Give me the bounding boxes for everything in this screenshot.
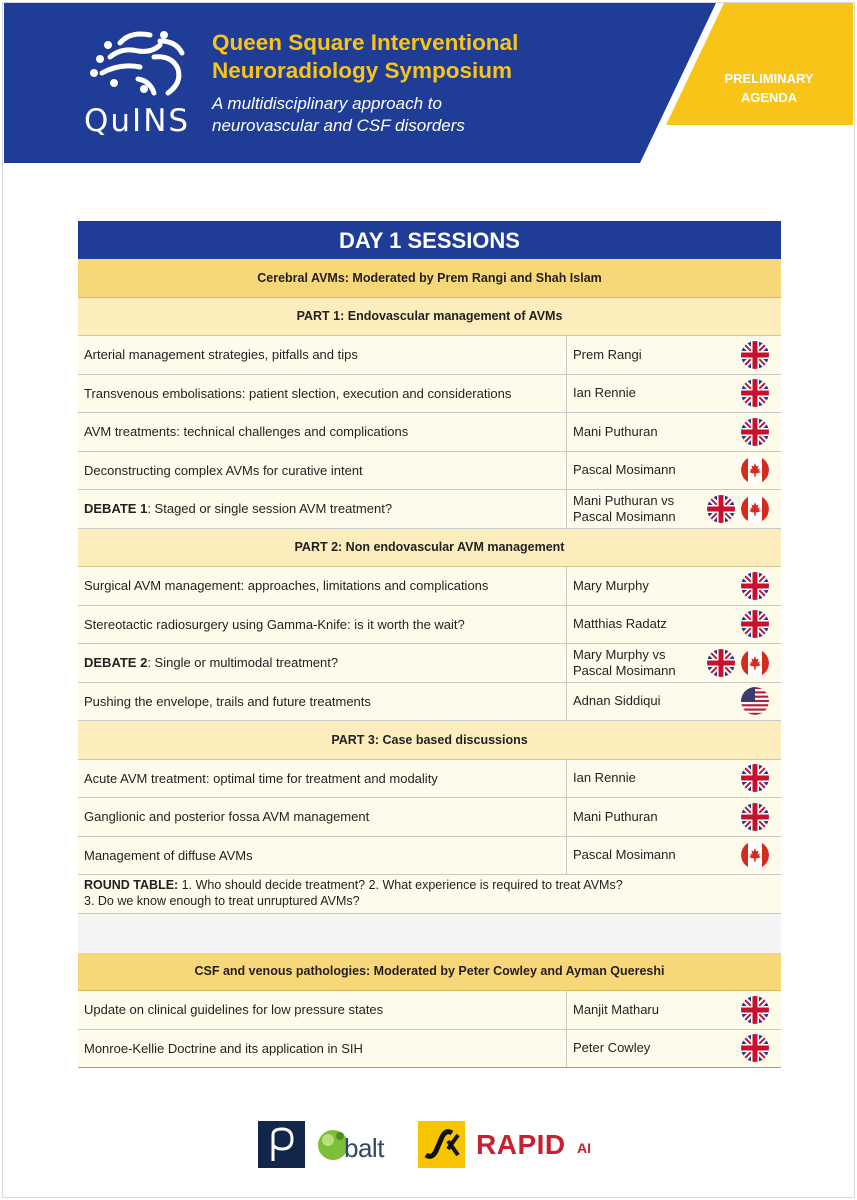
speaker-line-1: Mary Murphy vs bbox=[573, 646, 666, 662]
part-2-header: PART 2: Non endovascular AVM management bbox=[78, 529, 781, 568]
sk-logo bbox=[418, 1121, 465, 1168]
round-table-line-2: 3. Do we know enough to treat unruptured AVMs? bbox=[84, 893, 360, 908]
badge-line-2: AGENDA bbox=[740, 90, 798, 105]
uk-flag-icon bbox=[741, 1034, 769, 1062]
debate-title bbox=[78, 644, 567, 682]
table-row bbox=[78, 1030, 781, 1069]
speaker-name: Mary Murphy bbox=[573, 577, 649, 593]
badge-line-1: PRELIMINARY bbox=[724, 71, 814, 86]
speaker-cell bbox=[567, 1030, 781, 1068]
table-row bbox=[78, 606, 781, 645]
title-line-1: Queen Square Interventional bbox=[212, 30, 519, 55]
speaker-cell bbox=[567, 837, 781, 875]
speaker-name: Peter Cowley bbox=[573, 1040, 651, 1056]
section-spacer bbox=[78, 914, 781, 953]
usa-flag-icon bbox=[741, 687, 769, 715]
uk-flag-icon bbox=[741, 996, 769, 1024]
header-banner bbox=[4, 3, 853, 163]
talk-title: Stereotactic radiosurgery using Gamma-Knife: is it worth the wait? bbox=[78, 606, 567, 644]
talk-title: Monroe-Kellie Doctrine and its application in SIH bbox=[78, 1030, 567, 1068]
speaker-cell bbox=[567, 760, 781, 798]
talk-title: Ganglionic and posterior fossa AVM management bbox=[78, 798, 567, 836]
speaker-line-2: Pascal Mosimann bbox=[573, 662, 676, 678]
penumbra-p-icon bbox=[258, 1121, 305, 1168]
speaker-name: Adnan Siddiqui bbox=[573, 693, 661, 709]
uk-flag-icon bbox=[707, 649, 735, 677]
uk-flag-icon bbox=[741, 803, 769, 831]
speaker-name: Ian Rennie bbox=[573, 770, 636, 786]
part-1-header: PART 1: Endovascular management of AVMs bbox=[78, 298, 781, 337]
rapid-ai-suffix: AI bbox=[577, 1140, 591, 1156]
talk-title: Deconstructing complex AVMs for curative intent bbox=[78, 452, 567, 490]
session-header-avms: Cerebral AVMs: Moderated by Prem Rangi and Shah Islam bbox=[78, 259, 781, 298]
title-line-2: Neuroradiology Symposium bbox=[212, 58, 513, 83]
sk-mark-icon bbox=[418, 1121, 465, 1168]
talk-title: Pushing the envelope, trails and future treatments bbox=[78, 683, 567, 721]
subtitle-line-2: neurovascular and CSF disorders bbox=[212, 116, 465, 135]
speaker-cell bbox=[567, 375, 781, 413]
speaker-name: Manjit Matharu bbox=[573, 1001, 659, 1017]
table-row bbox=[78, 760, 781, 799]
talk-title: Acute AVM treatment: optimal time for treatment and modality bbox=[78, 760, 567, 798]
table-row bbox=[78, 336, 781, 375]
round-table-row bbox=[78, 875, 781, 914]
canada-flag-icon bbox=[741, 649, 769, 677]
quins-logo bbox=[80, 23, 208, 139]
part-3-header: PART 3: Case based discussions bbox=[78, 721, 781, 760]
rapid-ai-logo-text: RAPID bbox=[476, 1129, 566, 1160]
speaker-name: Pascal Mosimann bbox=[573, 462, 676, 478]
canada-flag-icon bbox=[741, 841, 769, 869]
speaker-name: Mani Puthuran bbox=[573, 808, 658, 824]
speaker-cell bbox=[567, 336, 781, 374]
symposium-title bbox=[212, 29, 632, 137]
round-table-label: ROUND TABLE: bbox=[84, 878, 179, 892]
table-row bbox=[78, 683, 781, 722]
speaker-cell bbox=[567, 798, 781, 836]
uk-flag-icon bbox=[741, 610, 769, 638]
debate-row bbox=[78, 644, 781, 683]
speaker-name: Ian Rennie bbox=[573, 385, 636, 401]
speaker-name: Pascal Mosimann bbox=[573, 847, 676, 863]
table-row bbox=[78, 375, 781, 414]
speaker-cell bbox=[567, 490, 781, 528]
uk-flag-icon bbox=[741, 341, 769, 369]
uk-flag-icon bbox=[741, 572, 769, 600]
round-table-line-1: 1. Who should decide treatment? 2. What experience is required to treat AVMs? bbox=[178, 878, 623, 892]
brain-circuit-icon bbox=[80, 23, 208, 103]
talk-title: Arterial management strategies, pitfalls and tips bbox=[78, 336, 567, 374]
cobalt-text: balt bbox=[344, 1133, 384, 1163]
speaker-names bbox=[573, 493, 676, 525]
cobalt-logo bbox=[316, 1126, 412, 1166]
debate-row bbox=[78, 490, 781, 529]
uk-flag-icon bbox=[741, 379, 769, 407]
canada-flag-icon bbox=[741, 495, 769, 523]
preliminary-agenda-badge bbox=[704, 69, 834, 107]
debate-text: : Staged or single session AVM treatment? bbox=[147, 501, 393, 517]
speaker-line-2: Pascal Mosimann bbox=[573, 508, 676, 524]
talk-title: AVM treatments: technical challenges and complications bbox=[78, 413, 567, 451]
table-row bbox=[78, 991, 781, 1030]
day-1-header: DAY 1 SESSIONS bbox=[78, 221, 781, 259]
talk-title: Update on clinical guidelines for low pressure states bbox=[78, 991, 567, 1029]
speaker-name: Mani Puthuran bbox=[573, 423, 658, 439]
talk-title: Transvenous embolisations: patient slection, execution and considerations bbox=[78, 375, 567, 413]
debate-text: : Single or multimodal treatment? bbox=[147, 655, 339, 671]
debate-title bbox=[78, 490, 567, 528]
speaker-names bbox=[573, 647, 676, 679]
subtitle-line-1: A multidisciplinary approach to bbox=[212, 94, 442, 113]
table-row bbox=[78, 413, 781, 452]
uk-flag-icon bbox=[741, 418, 769, 446]
talk-title: Management of diffuse AVMs bbox=[78, 837, 567, 875]
uk-flag-icon bbox=[741, 764, 769, 792]
speaker-cell bbox=[567, 606, 781, 644]
canada-flag-icon bbox=[741, 456, 769, 484]
table-row bbox=[78, 837, 781, 876]
debate-label: DEBATE 2 bbox=[84, 655, 148, 671]
speaker-cell bbox=[567, 452, 781, 490]
speaker-cell bbox=[567, 567, 781, 605]
speaker-line-1: Mani Puthuran vs bbox=[573, 492, 675, 508]
talk-title: Surgical AVM management: approaches, limitations and complications bbox=[78, 567, 567, 605]
agenda-table bbox=[78, 221, 781, 1068]
table-row bbox=[78, 452, 781, 491]
speaker-cell bbox=[567, 413, 781, 451]
logo-text: QuINS bbox=[84, 103, 191, 139]
speaker-name: Matthias Radatz bbox=[573, 616, 667, 632]
uk-flag-icon bbox=[707, 495, 735, 523]
session-header-csf: CSF and venous pathologies: Moderated by Peter Cowley and Ayman Quereshi bbox=[78, 953, 781, 992]
speaker-cell bbox=[567, 991, 781, 1029]
sponsor-logos bbox=[258, 1118, 608, 1170]
penumbra-logo bbox=[258, 1121, 305, 1168]
table-row bbox=[78, 798, 781, 837]
debate-label: DEBATE 1 bbox=[84, 501, 148, 517]
table-row bbox=[78, 567, 781, 606]
speaker-cell bbox=[567, 683, 781, 721]
speaker-name: Prem Rangi bbox=[573, 346, 642, 362]
speaker-cell bbox=[567, 644, 781, 682]
